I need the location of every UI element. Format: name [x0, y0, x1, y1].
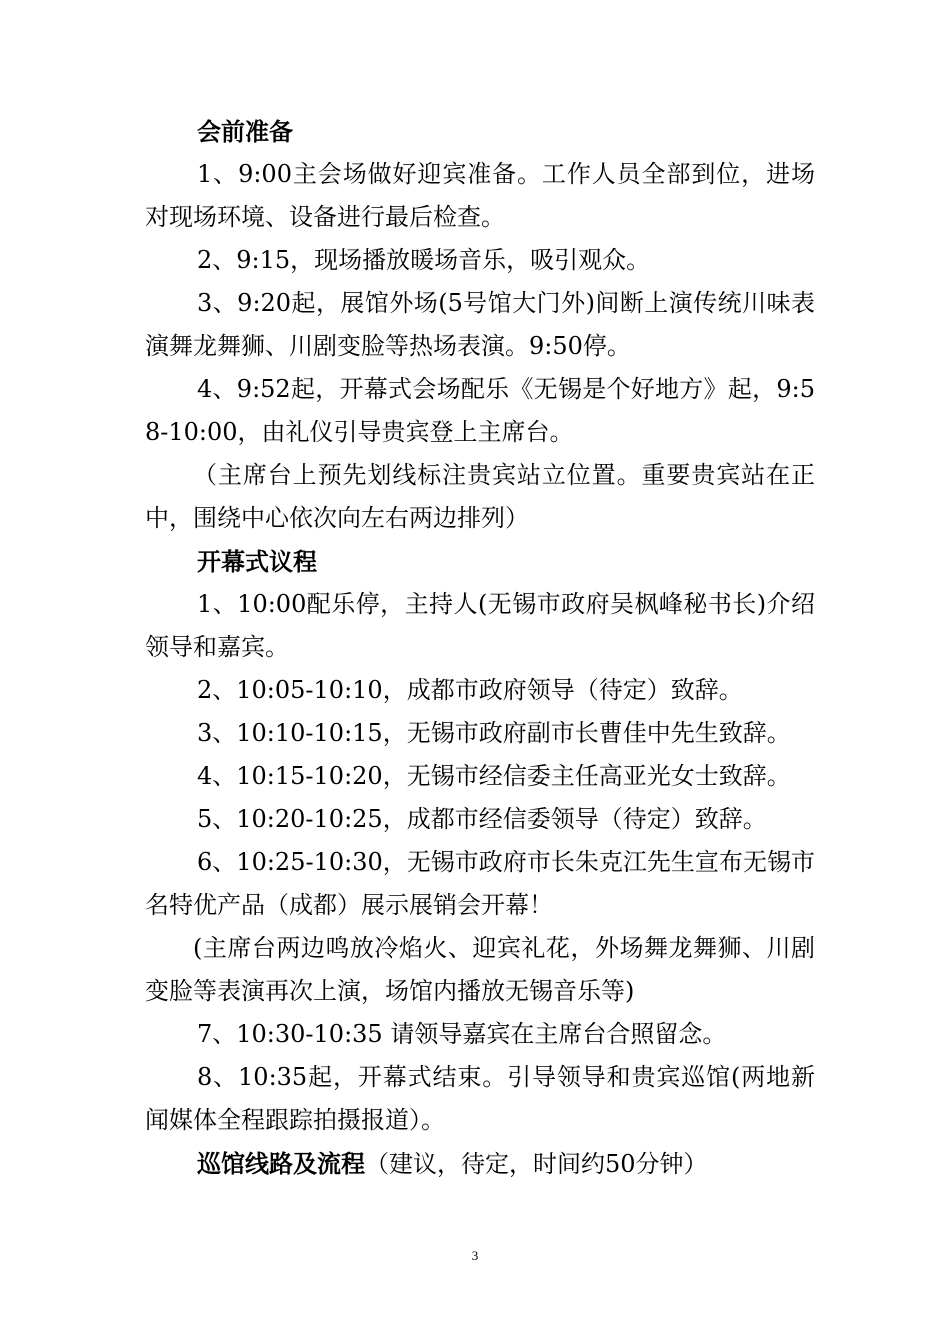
paragraph-agenda-5: 5、10:20-10:25，成都市经信委领导（待定）致辞。 — [197, 805, 767, 833]
paragraph-agenda-4: 4、10:15-10:20，无锡市经信委主任高亚光女士致辞。 — [197, 762, 791, 790]
paragraph-agenda-7: 7、10:30-10:35 请领导嘉宾在主席台合照留念。 — [197, 1020, 727, 1048]
section-heading-agenda: 开幕式议程 — [197, 547, 317, 576]
paragraph-agenda-6: 6、10:25-10:30，无锡市政府市长朱克江先生宣布无锡市名特优产品（成都）展示展销会开幕！ — [145, 848, 815, 919]
paragraph-agenda-3: 3、10:10-10:15，无锡市政府副市长曹佳中先生致辞。 — [197, 719, 791, 747]
paragraph-pre-1: 1、9:00主会场做好迎宾准备。工作人员全部到位，进场对现场环境、设备进行最后检查。 — [145, 160, 815, 231]
paragraph-agenda-8: 8、10:35起，开幕式结束。引导领导和贵宾巡馆(两地新闻媒体全程跟踪拍摄报道）。 — [145, 1063, 815, 1134]
page-number: 3 — [471, 1248, 479, 1263]
paragraph-pre-4: 4、9:52起，开幕式会场配乐《无锡是个好地方》起，9:58-10:00，由礼仪引导贵宾登上主席台。 — [145, 375, 815, 446]
tour-heading-note: （建议，待定，时间约50分钟） — [365, 1150, 708, 1178]
document-body — [145, 110, 815, 1186]
paragraph-agenda-1: 1、10:00配乐停，主持人(无锡市政府吴枫峰秘书长)介绍领导和嘉宾。 — [145, 590, 815, 661]
paragraph-agenda-note: (主席台两边鸣放冷焰火、迎宾礼花，外场舞龙舞狮、川剧变脸等表演再次上演，场馆内播放无锡音乐等) — [145, 934, 815, 1005]
tour-heading-text: 巡馆线路及流程 — [197, 1149, 365, 1178]
section-heading-pre-meeting: 会前准备 — [197, 117, 293, 146]
paragraph-pre-2: 2、9:15，现场播放暖场音乐，吸引观众。 — [197, 246, 651, 274]
paragraph-pre-3: 3、9:20起，展馆外场(5号馆大门外)间断上演传统川味表演舞龙舞狮、川剧变脸等热场表演。9:50停。 — [145, 289, 815, 360]
paragraph-agenda-2: 2、10:05-10:10，成都市政府领导（待定）致辞。 — [197, 676, 743, 704]
section-heading-tour — [145, 1142, 815, 1186]
paragraph-pre-note: （主席台上预先划线标注贵宾站立位置。重要贵宾站在正中，围绕中心依次向左右两边排列） — [145, 461, 815, 532]
